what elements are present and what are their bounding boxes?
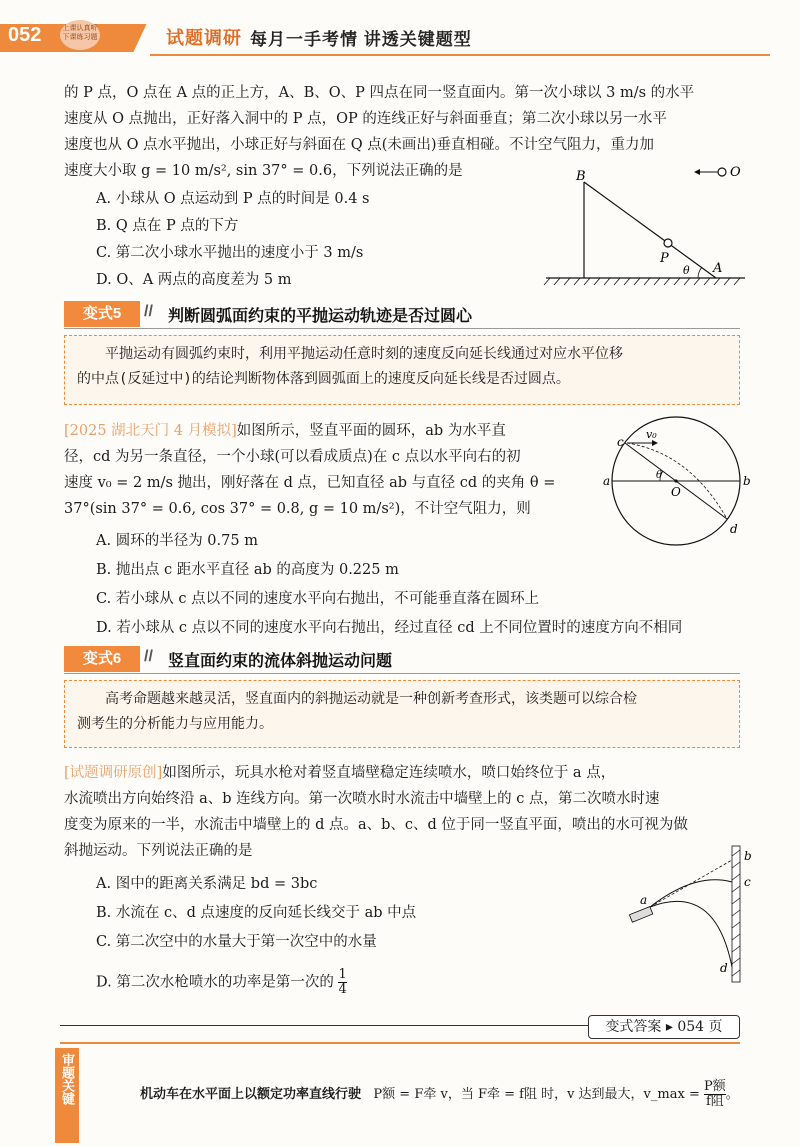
label-c: c bbox=[617, 435, 624, 449]
option-c: C. 第二次空中的水量大于第一次空中的水量 bbox=[96, 934, 377, 950]
footer-title: 机动车在水平面上以额定功率直线行驶 bbox=[140, 1086, 362, 1101]
label-theta: θ bbox=[683, 264, 690, 277]
text-line: 径，cd 为另一条直径，一个小球(可以看成质点)在 c 点以水平向右的初 bbox=[64, 449, 521, 465]
tip-box bbox=[64, 335, 740, 405]
option-d bbox=[96, 968, 596, 997]
option-a: A. 圆环的半径为 0.75 m bbox=[96, 533, 258, 549]
badge-line-2: 下课练习题 bbox=[62, 34, 98, 41]
option-b: B. Q 点在 P 点的下方 bbox=[96, 218, 239, 234]
label-c: c bbox=[744, 875, 751, 889]
header-rule bbox=[150, 54, 770, 56]
text-line: 速度 v₀ = 2 m/s 抛出，刚好落在 d 点，已知直径 ab 与直径 cd 的夹角 θ = bbox=[64, 475, 556, 491]
frac-num: 1 bbox=[338, 967, 347, 982]
label-b: b bbox=[744, 849, 752, 863]
frac-num: P额 bbox=[703, 1079, 726, 1094]
option-a: A. 小球从 O 点运动到 P 点的时间是 0.4 s bbox=[96, 191, 370, 207]
frac-den: f阻 bbox=[705, 1094, 724, 1109]
label-a: a bbox=[640, 893, 648, 907]
sidebar-label bbox=[55, 1048, 79, 1143]
tip-line: 高考命题越来越灵活，竖直面内的斜抛运动就是一种创新考查形式，该类题可以综合检 bbox=[105, 691, 637, 707]
label-o: O bbox=[730, 165, 741, 180]
option-d-text: D. 第二次水枪喷水的功率是第一次的 bbox=[96, 974, 334, 991]
option-d: D. 若小球从 c 点以不同的速度水平向右抛出，经过直径 cd 上不同位置时的速度方向不相同 bbox=[96, 620, 683, 636]
tip-line: 测考生的分析能力与应用能力。 bbox=[77, 716, 273, 732]
page-header bbox=[0, 18, 800, 58]
page-number: 052 bbox=[8, 24, 42, 46]
label-a: a bbox=[603, 474, 611, 488]
label-b: b bbox=[743, 474, 751, 488]
option-a: A. 图中的距离关系满足 bd = 3bc bbox=[96, 876, 318, 892]
fraction-one-quarter bbox=[338, 968, 346, 997]
text-line: 的 P 点，O 点在 A 点的正上方，A、B、O、P 四点在同一竖直面内。第一次小球以 3 m/s 的水平 bbox=[64, 85, 695, 101]
wall bbox=[732, 846, 740, 982]
source-citation: [试题调研原创] bbox=[64, 765, 163, 781]
section-slash: // bbox=[144, 303, 153, 320]
option-b: B. 水流在 c、d 点速度的反向延长线交于 ab 中点 bbox=[96, 905, 417, 921]
incline-figure bbox=[540, 160, 750, 290]
label-theta: θ bbox=[656, 470, 663, 481]
footer-rule bbox=[60, 1042, 740, 1044]
label-v0: v₀ bbox=[646, 428, 657, 441]
text-line: 37°(sin 37° = 0.6, cos 37° = 0.8, g = 10 m/s²)，不计空气阻力，则 bbox=[64, 501, 531, 517]
prev-problem-options bbox=[96, 188, 536, 296]
footer-fraction bbox=[704, 1080, 726, 1109]
text-line: 速度也从 O 点水平抛出，小球正好与斜面在 Q 点(未画出)垂直相碰。不计空气阻力，重力加 bbox=[64, 137, 655, 153]
section-rule bbox=[64, 328, 740, 329]
label-d: d bbox=[730, 522, 738, 536]
label-a: A bbox=[713, 261, 723, 276]
section-slash: // bbox=[144, 648, 153, 665]
sidebar-text: 审题关键 bbox=[60, 1053, 75, 1105]
frac-den: 4 bbox=[338, 982, 347, 997]
footer-note bbox=[140, 1080, 739, 1109]
text-line: 如图所示，玩具水枪对着竖直墙壁稳定连续喷水，喷口始终位于 a 点， bbox=[162, 765, 616, 781]
water-gun-figure bbox=[620, 842, 760, 992]
label-p: P bbox=[660, 251, 669, 266]
tip-line: 的中点(反延过中)的结论判断物体落到圆弧面上的速度反向延长线是否过圆点。 bbox=[77, 371, 570, 387]
option-b: B. 抛出点 c 距水平直径 ab 的高度为 0.225 m bbox=[96, 562, 399, 578]
tip-box bbox=[64, 680, 740, 748]
source-citation: [2025 湖北天门 4 月模拟] bbox=[64, 423, 237, 439]
text-line: 速度大小取 g = 10 m/s², sin 37° = 0.6，下列说法正确的是 bbox=[64, 163, 463, 179]
label-b: B bbox=[576, 169, 586, 184]
water-gun bbox=[629, 907, 652, 923]
footer-formula: P额 = F牵 v，当 F牵 = f阻 时，v 达到最大，v_max = bbox=[373, 1087, 700, 1102]
header-subtitle: 每月一手考情 讲透关键题型 bbox=[250, 30, 472, 49]
text-line: 速度从 O 点抛出，正好落入洞中的 P 点，OP 的连线正好与斜面垂直；第二次小球以另一水平 bbox=[64, 111, 667, 127]
option-c: C. 第二次小球水平抛出的速度小于 3 m/s bbox=[96, 245, 364, 261]
section-title: 竖直面约束的流体斜抛运动问题 bbox=[168, 653, 393, 670]
label-o: O bbox=[671, 485, 681, 499]
ball-o bbox=[718, 168, 726, 176]
ground-hatch bbox=[544, 278, 740, 285]
variant5-problem-text bbox=[64, 418, 599, 522]
section-rule bbox=[64, 673, 740, 674]
section-title: 判断圆弧面约束的平抛运动轨迹是否过圆心 bbox=[168, 308, 473, 325]
badge-line-1: 上课认真听 bbox=[62, 25, 98, 32]
variant-tag: 变式5 bbox=[64, 301, 140, 327]
option-c: C. 若小球从 c 点以不同的速度水平向右抛出，不可能垂直落在圆环上 bbox=[96, 591, 540, 607]
text-line: 水流喷出方向始终沿 a、b 连线方向。第一次喷水时水流击中墙壁上的 c 点，第二次喷水时速 bbox=[64, 791, 660, 807]
hole-p bbox=[664, 239, 672, 247]
header-title: 试题调研 bbox=[166, 28, 242, 48]
header-badge bbox=[60, 20, 100, 50]
tip-line: 平抛运动有圆弧约束时，利用平抛运动任意时刻的速度反向延长线通过对应水平位移 bbox=[105, 346, 623, 362]
variant-tag: 变式6 bbox=[64, 646, 140, 672]
footer-end: 。 bbox=[725, 1087, 739, 1102]
section-heading-variant6 bbox=[64, 646, 740, 674]
section-heading-variant5 bbox=[64, 301, 740, 329]
label-d: d bbox=[720, 961, 728, 975]
text-line: 斜抛运动。下列说法正确的是 bbox=[64, 843, 253, 859]
option-d: D. O、A 两点的高度差为 5 m bbox=[96, 272, 292, 288]
answer-rule bbox=[60, 1025, 645, 1026]
circle-figure bbox=[600, 408, 760, 558]
answer-reference: 变式答案 ▸ 054 页 bbox=[588, 1015, 740, 1039]
text-line: 度变为原来的一半，水流击中墙壁上的 d 点。a、b、c、d 位于同一竖直平面，喷出的水可视为做 bbox=[64, 817, 688, 833]
text-line: 如图所示，竖直平面的圆环，ab 为水平直 bbox=[236, 423, 506, 439]
variant6-options bbox=[96, 873, 596, 997]
